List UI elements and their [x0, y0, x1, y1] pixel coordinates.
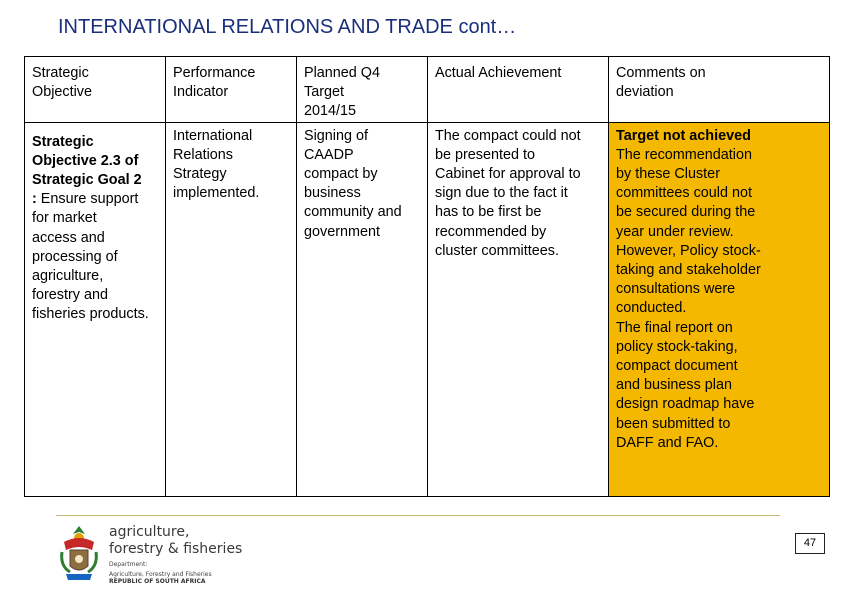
objective-line: agriculture,: [32, 268, 104, 285]
achievement-line: be presented to: [435, 146, 536, 163]
achievement-line: sign due to the fact it: [435, 185, 568, 202]
comment-line: committees could not: [616, 185, 752, 202]
table-header-row: [25, 57, 830, 123]
comment-line: been submitted to: [616, 415, 731, 432]
indicator-line: Strategy: [173, 166, 227, 183]
header-line: 2014/15: [304, 103, 357, 120]
header-line: Planned Q4: [304, 65, 381, 81]
comment-line: consultations were: [616, 281, 736, 298]
indicator-line: implemented.: [173, 185, 260, 202]
comment-line: policy stock-taking,: [616, 338, 738, 355]
country-name: REPUBLIC OF SOUTH AFRICA: [109, 578, 206, 585]
header-planned-target: [297, 57, 428, 123]
cell-performance-indicator: [166, 122, 297, 496]
target-line: compact by: [304, 166, 378, 183]
objective-line: access and: [32, 229, 105, 246]
objectives-table: [24, 56, 830, 497]
achievement-line: recommended by: [435, 223, 547, 240]
header-performance-indicator: [166, 57, 297, 123]
comment-line: taking and stakeholder: [616, 262, 761, 279]
indicator-line: International: [173, 127, 253, 144]
coat-of-arms-icon: [54, 522, 104, 584]
achievement-line: The compact could not: [435, 127, 581, 144]
target-line: Signing of: [304, 127, 369, 144]
header-line: Indicator: [173, 84, 229, 101]
comment-line: by these Cluster: [616, 166, 720, 183]
comment-line: The recommendation: [616, 146, 752, 163]
comment-line: The final report on: [616, 319, 733, 336]
comment-line: be secured during the: [616, 204, 756, 221]
objective-bold-line: Objective 2.3 of: [32, 152, 139, 169]
comment-heading: Target not achieved: [616, 127, 751, 144]
objective-bold-line: Strategic: [32, 133, 94, 150]
objective-line: for market: [32, 210, 97, 227]
cell-planned-target: [297, 122, 428, 496]
target-line: CAADP: [304, 146, 354, 163]
objective-line: forestry and: [32, 287, 108, 304]
header-actual-achievement: [428, 57, 609, 123]
header-line: Target: [304, 84, 344, 101]
comment-line: However, Policy stock-: [616, 242, 761, 259]
logo-text: [109, 524, 242, 585]
header-line: Objective: [32, 84, 92, 101]
dept-name: Agriculture, Forestry and Fisheries: [109, 571, 212, 578]
logo-line-1: agriculture,: [109, 524, 190, 540]
achievement-line: has to be first be: [435, 204, 542, 221]
comment-line: compact document: [616, 358, 738, 375]
header-line: Strategic: [32, 65, 89, 81]
page-title: INTERNATIONAL RELATIONS AND TRADE cont…: [58, 16, 517, 38]
page-number: 47: [795, 533, 825, 554]
target-line: business: [304, 185, 361, 202]
header-line: Comments on: [616, 65, 706, 81]
footer-divider: [56, 515, 780, 516]
comment-line: conducted.: [616, 300, 687, 317]
header-line: Actual Achievement: [435, 65, 562, 81]
objective-bold-line: :: [32, 191, 37, 208]
header-strategic-objective: [25, 57, 166, 123]
target-line: government: [304, 223, 380, 240]
achievement-line: cluster committees.: [435, 242, 559, 259]
header-comments-deviation: [609, 57, 830, 123]
cell-actual-achievement: [428, 122, 609, 496]
department-logo: [54, 522, 244, 586]
header-line: deviation: [616, 84, 674, 101]
objective-line: Ensure support: [36, 191, 139, 208]
table-row: [25, 122, 830, 496]
logo-line-2: forestry & fisheries: [109, 541, 243, 557]
objective-bold-line: Strategic Goal 2: [32, 172, 142, 189]
comment-line: and business plan: [616, 377, 733, 394]
cell-comments-deviation: [609, 122, 830, 496]
objective-line: processing of: [32, 248, 118, 265]
comment-line: year under review.: [616, 223, 734, 240]
dept-label: Department:: [109, 561, 148, 568]
objective-line: fisheries products.: [32, 306, 149, 323]
comment-line: design roadmap have: [616, 396, 755, 413]
comment-line: DAFF and FAO.: [616, 434, 719, 451]
cell-strategic-objective: [25, 122, 166, 496]
achievement-line: Cabinet for approval to: [435, 166, 581, 183]
target-line: community and: [304, 204, 402, 221]
header-line: Performance: [173, 65, 256, 81]
indicator-line: Relations: [173, 146, 233, 163]
